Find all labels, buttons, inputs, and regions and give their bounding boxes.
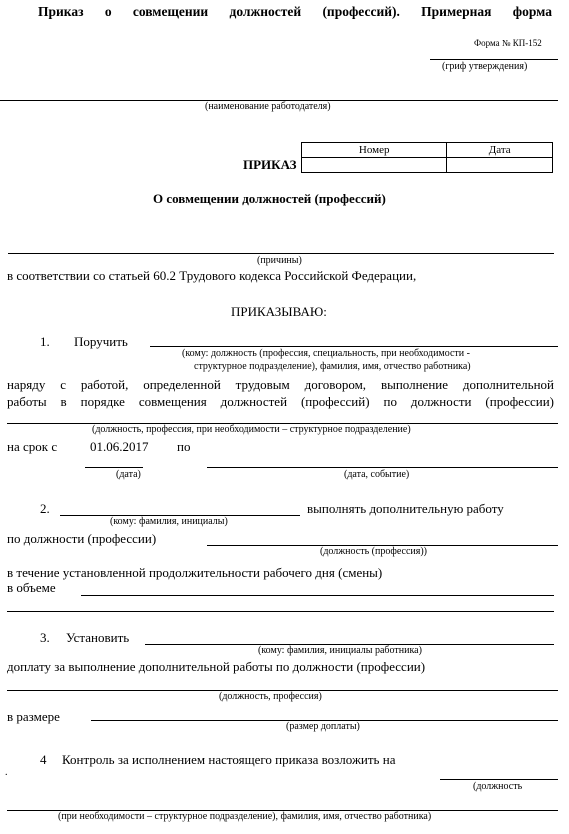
number-header: Номер — [302, 143, 447, 158]
item1-line2: работы в порядке совмещения должностей (профессий) по должности (профессии) — [7, 394, 554, 409]
document-title — [38, 4, 552, 20]
title-word: должностей — [229, 4, 302, 19]
title-word: (профессий). — [322, 4, 400, 19]
item2-position-label: по должности (профессии) — [7, 531, 157, 546]
item4-position-line — [440, 779, 558, 780]
item2-text: выполнять дополнительную работу — [307, 501, 504, 516]
order-word: ПРИКАЗЫВАЮ: — [231, 304, 327, 319]
date-caption: (дата) — [116, 469, 141, 480]
title-word: совмещении — [132, 4, 209, 19]
item4-dot: . — [5, 767, 8, 778]
item2-line1: в течение установленной продолжительности рабочего дня (смены) — [7, 565, 383, 580]
title-word: Приказ — [38, 4, 84, 19]
item3-who-caption: (кому: фамилия, инициалы работника) — [258, 645, 422, 656]
order-number-table — [301, 142, 553, 173]
end-date-line — [207, 467, 558, 468]
reason-line — [8, 253, 554, 254]
basis-text: в соответствии со статьей 60.2 Трудового кодекса Российской Федерации, — [7, 268, 417, 283]
title-word: о — [104, 4, 112, 19]
item1-number: 1. — [40, 334, 50, 349]
item3-position-caption: (должность, профессия) — [219, 691, 322, 702]
item1-label: Поручить — [74, 334, 128, 349]
item1-assignee-line — [150, 346, 558, 347]
event-caption: (дата, событие) — [344, 469, 410, 480]
reason-caption: (причины) — [257, 255, 302, 266]
item2-number: 2. — [40, 501, 50, 516]
item2-who-caption: (кому: фамилия, инициалы) — [110, 516, 228, 527]
item3-line1: доплату за выполнение дополнительной работы по должности (профессии) — [7, 659, 426, 674]
date-header: Дата — [447, 143, 553, 158]
approval-caption: (гриф утверждения) — [442, 61, 528, 72]
item1-caption2: структурное подразделение), фамилия, имя, отчество работника) — [194, 361, 471, 372]
term-label: на срок с — [7, 439, 58, 454]
volume-label: в объеме — [7, 580, 56, 595]
approval-line — [430, 59, 558, 60]
item3-label: Установить — [66, 630, 130, 645]
number-cell[interactable] — [302, 158, 447, 173]
start-date[interactable]: 01.06.2017 — [90, 439, 149, 454]
order-subject: О совмещении должностей (профессий) — [153, 191, 386, 206]
item1-caption3: (должность, профессия, при необходимости – структурное подразделение) — [92, 424, 411, 435]
volume-line — [81, 595, 554, 596]
item4-bottom-caption: (при необходимости – структурное подразделение), фамилия, имя, отчество работника) — [58, 811, 432, 822]
amount-caption: (размер доплаты) — [286, 721, 360, 732]
until-label: по — [177, 439, 191, 454]
item3-number: 3. — [40, 630, 50, 645]
item1-caption1: (кому: должность (профессия, специальность, при необходимости - — [182, 348, 470, 359]
item1-line1: наряду с работой, определенной трудовым договором, выполнение дополнительной — [7, 377, 554, 392]
item4-text: Контроль за исполнением настоящего приказа возложить на — [62, 752, 396, 767]
item4-position-caption: (должность — [473, 781, 523, 792]
title-word: форма — [512, 4, 552, 19]
item4-number: 4 — [40, 752, 47, 767]
form-number: Форма № КП-152 — [474, 38, 542, 48]
title-word: Примерная — [421, 4, 492, 19]
volume-line-2 — [7, 611, 554, 612]
date-cell[interactable] — [447, 158, 553, 173]
employer-caption: (наименование работодателя) — [205, 101, 331, 112]
order-title: ПРИКАЗ — [243, 157, 297, 172]
start-date-line — [85, 467, 143, 468]
amount-label: в размере — [7, 709, 60, 724]
item2-position-caption: (должность (профессия)) — [320, 546, 427, 557]
